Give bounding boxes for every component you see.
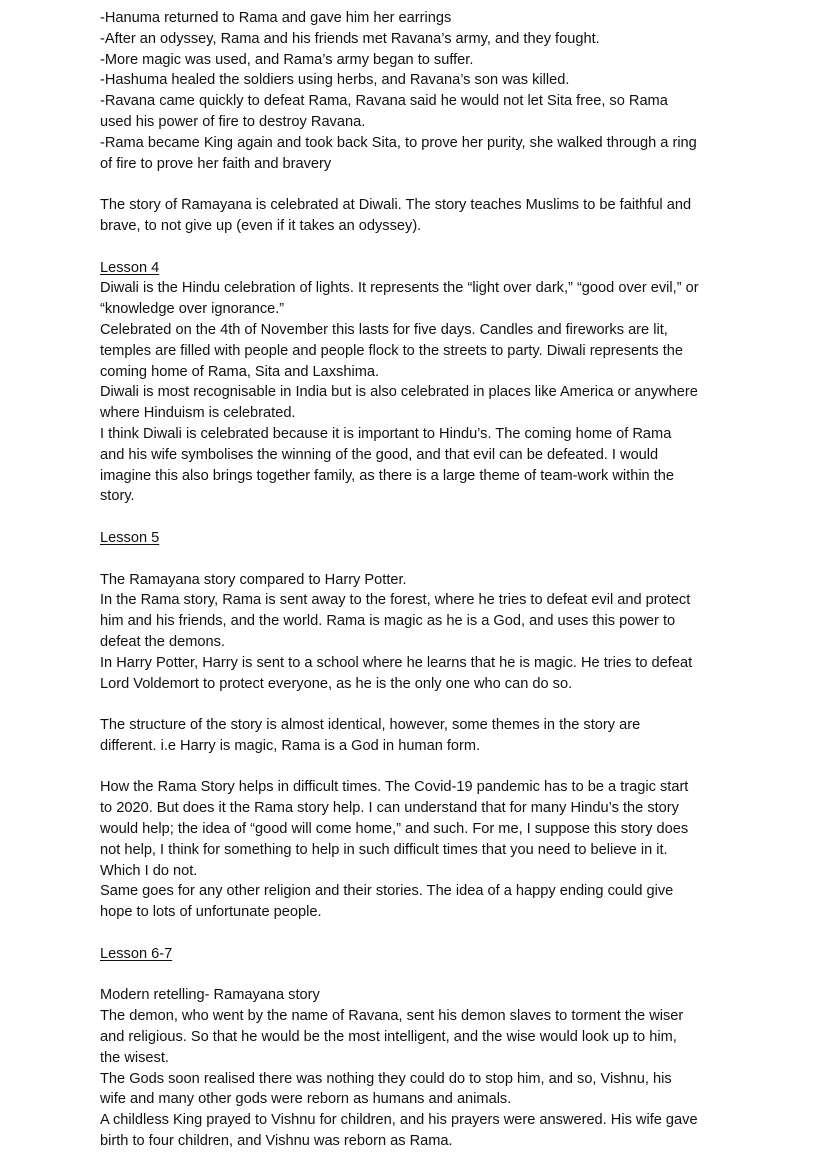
text-line: “knowledge over ignorance.” [100, 301, 285, 318]
text-line: not help, I think for something to help in such difficult times that you need to believe in it. [100, 841, 668, 858]
blank-line [100, 174, 740, 195]
text-line: -Rama became King again and took back Sita, to prove her purity, she walked through a ring [100, 134, 697, 151]
lesson-heading-text: Lesson 4 [100, 259, 160, 276]
text-line: In the Rama story, Rama is sent away to the forest, where he tries to defeat evil and protect [100, 592, 691, 609]
text-line: Which I do not. [100, 862, 198, 879]
text-line: of fire to prove her faith and bravery [100, 155, 332, 172]
text-line: The story of Ramayana is celebrated at Diwali. The story teaches Muslims to be faithful and [100, 197, 692, 214]
blank-line [100, 757, 740, 778]
text-line: Celebrated on the 4th of November this lasts for five days. Candles and fireworks are lit, [100, 321, 668, 338]
text-line: The Ramayana story compared to Harry Potter. [100, 571, 407, 588]
text-line: the wisest. [100, 1049, 169, 1066]
text-line: him and his friends, and the world. Rama is magic as he is a God, and uses this power to [100, 613, 676, 630]
text-line: temples are filled with people and people flock to the streets to party. Diwali represents the [100, 342, 683, 359]
text-line: hope to lots of unfortunate people. [100, 904, 322, 921]
lesson-heading [100, 258, 740, 279]
paragraph [100, 8, 740, 174]
blank-line [100, 923, 740, 944]
text-line: birth to four children, and Vishnu was reborn as Rama. [100, 1133, 453, 1150]
lesson-heading [100, 528, 740, 549]
text-line: to 2020. But does it the Rama story help. I can understand that for many Hindu’s the story [100, 800, 679, 817]
paragraph [100, 570, 740, 695]
text-line: The demon, who went by the name of Ravana, sent his demon slaves to torment the wiser [100, 1008, 684, 1025]
text-line: coming home of Rama, Sita and Laxshima. [100, 363, 380, 380]
text-line: would help; the idea of “good will come home,” and such. For me, I suppose this story does [100, 821, 689, 838]
text-line: -Hanuma returned to Rama and gave him her earrings [100, 10, 452, 26]
blank-line [100, 507, 740, 528]
text-line: where Hinduism is celebrated. [100, 405, 296, 422]
blank-line [100, 549, 740, 570]
text-line: different. i.e Harry is magic, Rama is a God in human form. [100, 737, 481, 754]
paragraph [100, 278, 740, 507]
document-page [100, 8, 740, 1152]
lesson-heading-text: Lesson 5 [100, 529, 160, 546]
text-line: A childless King prayed to Vishnu for children, and his prayers were answered. His wife gave [100, 1112, 698, 1129]
text-line: The structure of the story is almost identical, however, some themes in the story are [100, 717, 641, 734]
text-line: I think Diwali is celebrated because it is important to Hindu’s. The coming home of Rama [100, 425, 672, 442]
text-line: -Ravana came quickly to defeat Rama, Ravana said he would not let Sita free, so Rama [100, 93, 668, 110]
text-line: and his wife symbolises the winning of the good, and that evil can be defeated. I would [100, 446, 659, 463]
text-line: story. [100, 488, 135, 505]
blank-line [100, 694, 740, 715]
text-line: imagine this also brings together family, as there is a large theme of team-work within the [100, 467, 675, 484]
text-line: Diwali is most recognisable in India but is also celebrated in places like America or anywhere [100, 384, 698, 401]
text-line: In Harry Potter, Harry is sent to a school where he learns that he is magic. He tries to defeat [100, 654, 693, 671]
text-line: used his power of fire to destroy Ravana. [100, 113, 366, 130]
lesson-heading [100, 944, 740, 965]
blank-line [100, 965, 740, 986]
text-line: Modern retelling- Ramayana story [100, 987, 320, 1004]
paragraph [100, 195, 740, 237]
lesson-heading-text: Lesson 6-7 [100, 945, 173, 962]
text-line: and religious. So that he would be the most intelligent, and the wise would look up to him, [100, 1029, 677, 1046]
text-line: -After an odyssey, Rama and his friends met Ravana’s army, and they fought. [100, 30, 600, 47]
text-line: -Hashuma healed the soldiers using herbs, and Ravana’s son was killed. [100, 72, 570, 89]
text-line: Same goes for any other religion and their stories. The idea of a happy ending could give [100, 883, 674, 900]
blank-line [100, 237, 740, 258]
paragraph [100, 777, 740, 923]
text-line: wife and many other gods were reborn as humans and animals. [100, 1091, 512, 1108]
text-line: -More magic was used, and Rama’s army began to suffer. [100, 51, 474, 68]
text-line: How the Rama Story helps in difficult times. The Covid-19 pandemic has to be a tragic start [100, 779, 689, 796]
paragraph [100, 985, 740, 1151]
text-line: brave, to not give up (even if it takes an odyssey). [100, 217, 422, 234]
paragraph [100, 715, 740, 757]
text-line: defeat the demons. [100, 633, 225, 650]
text-line: Diwali is the Hindu celebration of lights. It represents the “light over dark,” “good over evil,” or [100, 280, 699, 297]
text-line: The Gods soon realised there was nothing they could do to stop him, and so, Vishnu, his [100, 1070, 672, 1087]
text-line: Lord Voldemort to protect everyone, as he is the only one who can do so. [100, 675, 573, 692]
